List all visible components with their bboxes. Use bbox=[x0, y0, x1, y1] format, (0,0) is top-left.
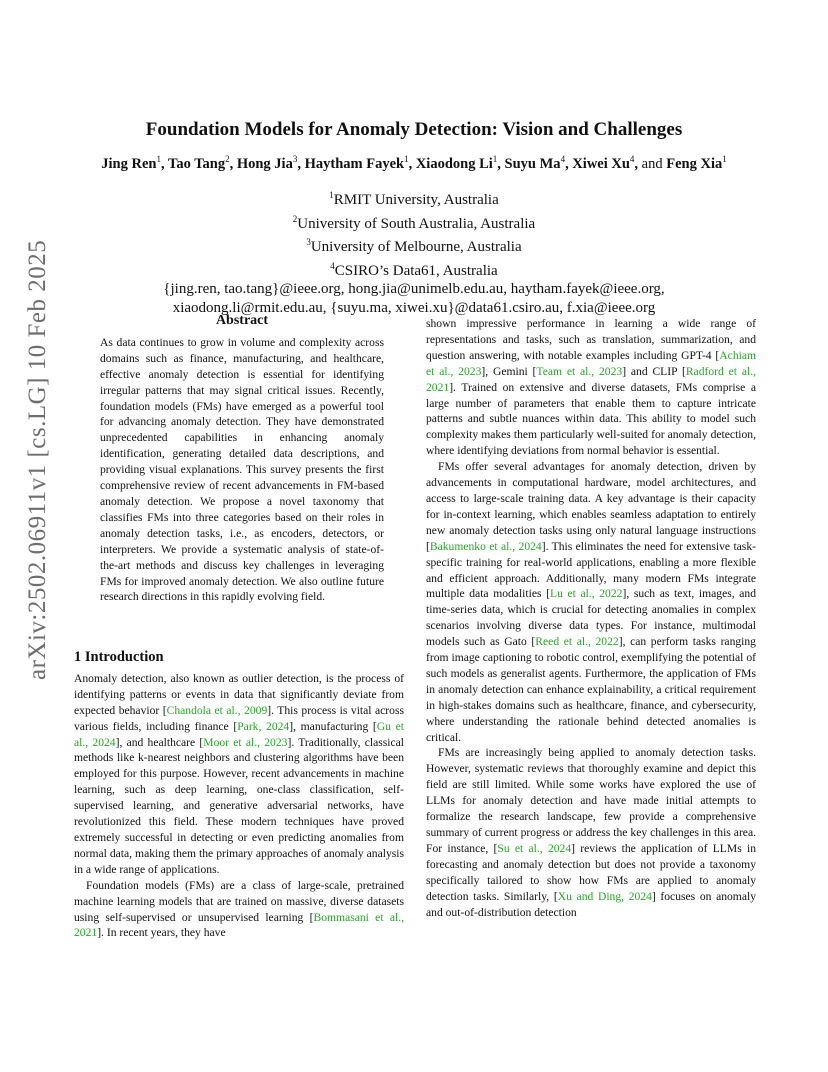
citation-link[interactable]: Gu et al., 2024 bbox=[74, 719, 404, 749]
affiliation-4: $^4$CSIRO’s Data61, Australia bbox=[330, 260, 498, 279]
author-list: Jing Ren$^1$, Tao Tang$^2$, Hong Jia$^3$, Haytham Fayek$^1$, Xiaodong Li$^1$, Suyu Ma$^4$, Xiwei Xu$^4$, and Feng Xia$^1$ bbox=[101, 154, 727, 172]
citation-link[interactable]: Reed et al., 2022 bbox=[535, 635, 619, 649]
citation-link[interactable]: Xu and Ding, 2024 bbox=[557, 889, 652, 903]
citation-link[interactable]: Chandola et al., 2009 bbox=[166, 703, 268, 717]
author-name: Suyu Ma$^4$ bbox=[504, 154, 566, 172]
affiliation-2: $^2$University of South Australia, Australia bbox=[292, 213, 536, 232]
right-paragraph-1: shown impressive performance in learning a wide range of representations and tasks, such as translation, summarization, and question answering, with notable examples including GPT-4 [Achiam et al., 2023], Gemini [Team et al., 2023] and CLIP [Radford et al., 2021]. Trained on extensive and diverse datasets, FMs comprise a large number of parameters that enable them to capture intricate patterns and subtle nuances within data. This ability to model such complexity makes them particularly well-suited for anomaly detection, where identifying deviations from normal behavior is essential. bbox=[426, 317, 756, 458]
author-affiliation-marker: 1 bbox=[156, 154, 161, 164]
email-line-1: {jing.ren, tao.tang}@ieee.org, hong.jia@unimelb.edu.au, haytham.fayek@ieee.org, bbox=[163, 281, 665, 298]
abstract-heading: Abstract bbox=[215, 313, 269, 328]
intro-paragraph-1: Anomaly detection, also known as outlier detection, is the process of identifying patterns or events in data that significantly deviate from expected behavior [Chandola et al., 2009]. This process is vital across various fields, including finance [Park, 2024], manufacturing [Gu et al., 2024], and healthcare [Moor et al., 2023]. Traditionally, classical methods like k-nearest neighbors and clustering algorithms have been employed for this purpose. However, recent advancements in machine learning, such as deep learning, one-class classification, self-supervised learning, and generative adversarial networks, have revolutionized this field. These modern techniques have proved extremely successful in detecting or even predicting anomalies from normal data, making them the primary approaches of anomaly analysis in a wide range of applications. bbox=[74, 671, 404, 876]
citation-link[interactable]: Radford et al., 2021 bbox=[426, 364, 756, 394]
author-name: Feng Xia$^1$ bbox=[666, 154, 727, 172]
citation-link[interactable]: Park, 2024 bbox=[237, 719, 290, 733]
author-name: Jing Ren$^1$ bbox=[101, 154, 161, 172]
introduction-section bbox=[74, 650, 404, 941]
affiliation-3: $^3$University of Melbourne, Australia bbox=[306, 237, 522, 256]
abstract-text: As data continues to grow in volume and complexity across domains such as finance, manufacturing, and healthcare, effective anomaly detection is essential for identifying irregular patterns that may signal critical issues. Recently, foundation models (FMs) have emerged as a powerful tool for advancing anomaly detection. They have demonstrated unprecedented capabilities in enhancing anomaly identification, generating detailed data descriptions, and providing visual explanations. This survey presents the first comprehensive review of recent advancements in FM-based anomaly detection. We propose a novel taxonomy that classifies FMs into three categories based on their roles in anomaly detection tasks, i.e., as encoders, detectors, or interpreters. We provide a systematic analysis of state-of-the-art methods and discuss key challenges in leveraging FMs for improved anomaly detection. We also outline future research directions in this rapidly evolving field. bbox=[100, 335, 384, 604]
affiliations-block bbox=[0, 186, 828, 318]
citation-link[interactable]: Su et al., 2024 bbox=[497, 841, 572, 855]
author-name: Xiwei Xu$^4$ bbox=[572, 154, 635, 172]
citation-link[interactable]: Achiam et al., 2023 bbox=[426, 348, 756, 378]
author-conjunction: and bbox=[638, 155, 667, 172]
abstract-section bbox=[100, 313, 384, 605]
citation-link[interactable]: Lu et al., 2022 bbox=[549, 587, 623, 601]
citation-link[interactable]: Team et al., 2023 bbox=[536, 364, 623, 378]
author-name: Tao Tang$^2$ bbox=[167, 154, 230, 172]
right-paragraph-3: FMs are increasingly being applied to anomaly detection tasks. However, systematic reviews that thoroughly examine and depict this field are still limited. While some works have explored the use of LLMs for anomaly detection and have made initial attempts to formalize the research landscape, few provide a comprehensive summary of current progress or address the key challenges in this area. For instance, [Su et al., 2024] reviews the application of LLMs in forecasting and anomaly detection but does not provide a taxonomy specifically tailored to show how FMs are applied to anomaly detection tasks. Similarly, [Xu and Ding, 2024] focuses on anomaly and out-of-distribution detection bbox=[426, 746, 756, 919]
author-affiliation-marker: 4 bbox=[629, 154, 635, 164]
author-name: Xiaodong Li$^1$ bbox=[415, 154, 498, 172]
arxiv-identifier: arXiv:2502.06911v1 [cs.LG] 10 Feb 2025 bbox=[24, 239, 51, 680]
right-paragraph-2: FMs offer several advantages for anomaly detection, driven by advancements in computational hardware, model architectures, and access to large-scale training data. A key advantage is their capacity for in-context learning, which enables seamless adaptation to entirely new anomaly detection tasks using only natural language instructions [Bakumenko et al., 2024]. This eliminates the need for extensive task-specific training for real-world applications, enabling a more flexible and efficient approach. Additionally, many modern FMs integrate multiple data modalities [Lu et al., 2022], such as text, images, and time-series data, which is crucial for detecting anomalies in complex scenarios involving diverse data types. For instance, multimodal models such as Gato [Reed et al., 2022], can perform tasks ranging from image captioning to robotic control, exemplifying the potential of such models as generalist agents. Furthermore, the application of FMs in anomaly detection can enhance explainability, a critical requirement in high-stakes domains such as healthcare, finance, and cybersecurity, where understanding the rationale behind detected anomalies is critical. bbox=[426, 460, 756, 744]
email-line-2: xiaodong.li@rmit.edu.au, {suyu.ma, xiwei.xu}@data61.csiro.au, f.xia@ieee.org bbox=[172, 299, 656, 316]
author-affiliation-marker: 4 bbox=[560, 154, 566, 164]
affiliation-1: $^1$RMIT University, Australia bbox=[329, 190, 499, 208]
right-column bbox=[426, 316, 756, 920]
author-affiliation-marker: 1 bbox=[404, 154, 409, 164]
citation-link[interactable]: Bakumenko et al., 2024 bbox=[429, 539, 542, 553]
author-affiliation-marker: 3 bbox=[292, 154, 298, 164]
citation-link[interactable]: Moor et al., 2023 bbox=[203, 735, 288, 749]
author-affiliation-marker: 2 bbox=[225, 154, 230, 164]
introduction-heading: 1 Introduction bbox=[74, 649, 164, 665]
citation-link[interactable]: Bommasani et al., 2021 bbox=[74, 910, 404, 940]
intro-paragraph-2: Foundation models (FMs) are a class of large-scale, pretrained machine learning models that are trained on massive, diverse datasets using self-supervised or unsupervised learning [Bommasani et al., 2021]. In recent years, they have bbox=[74, 878, 404, 940]
author-name: Haytham Fayek$^1$ bbox=[304, 154, 409, 172]
author-name: Hong Jia$^3$ bbox=[236, 154, 298, 172]
author-affiliation-marker: 1 bbox=[492, 154, 498, 164]
paper-title: Foundation Models for Anomaly Detection: Vision and Challenges bbox=[145, 119, 683, 140]
author-affiliation-marker: 1 bbox=[722, 154, 727, 164]
